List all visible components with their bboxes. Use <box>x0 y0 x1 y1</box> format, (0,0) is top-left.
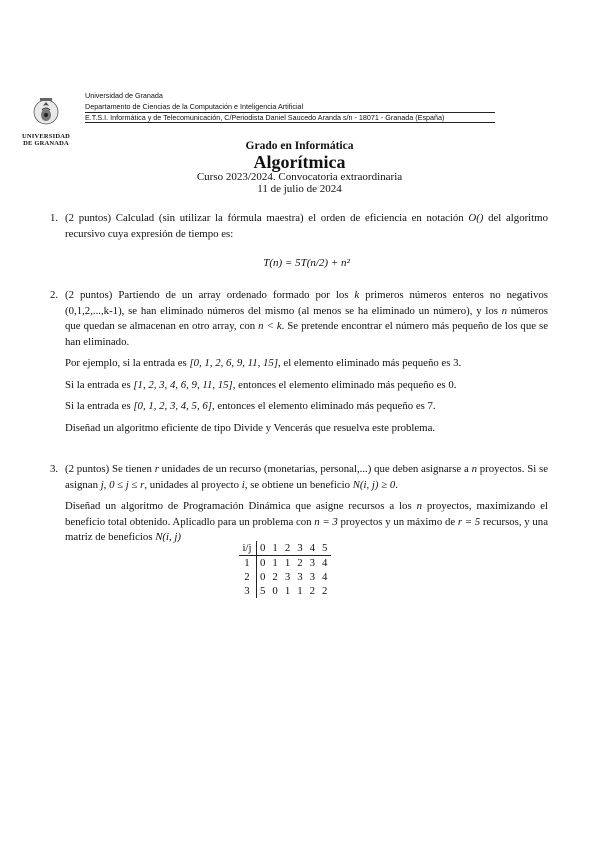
row-header: 2 <box>239 570 256 584</box>
column-header: 1 <box>269 541 281 556</box>
statement-text: Diseñad un algoritmo de Programación Dinámica que asigne recursos a los <box>65 500 417 512</box>
math-condition: n = 3 <box>314 515 338 528</box>
letterhead <box>85 91 495 124</box>
exam-title-block <box>0 140 599 195</box>
table-cell: 0 <box>260 571 266 583</box>
logo-text-line2: DE GRANADA <box>23 140 69 147</box>
header-divider-bottom <box>85 122 495 123</box>
problem-2 <box>50 288 548 442</box>
math-notation: O() <box>468 212 484 224</box>
math-variable: n <box>471 463 477 475</box>
column-header: 2 <box>281 541 293 556</box>
logo-text-line1: UNIVERSIDAD <box>21 133 71 140</box>
statement-text: (2 puntos) Partiendo de un array ordenado formado por los <box>65 289 355 301</box>
example-text: Por ejemplo, si la entrada es <box>65 357 190 369</box>
statement-text: del algoritmo recursivo cuya expresión de tiempo es: <box>65 212 548 240</box>
example-text: Si la entrada es <box>65 400 134 412</box>
university-name: Universidad de Granada <box>85 91 163 100</box>
row-header: 1 <box>239 556 256 571</box>
recurrence-equation: T(n) = 5T(n/2) + n² <box>263 257 350 269</box>
table-corner-cell: i/j <box>239 541 256 556</box>
problem-1 <box>50 211 548 272</box>
statement-text: proyectos y un máximo de <box>337 515 458 528</box>
example-array: [0, 1, 2, 6, 9, 11, 15] <box>189 357 279 369</box>
table-cell: 2 <box>297 557 303 569</box>
math-variable: r <box>154 463 159 475</box>
statement-text: números que quedan se almacenan en otro array, con <box>65 304 548 332</box>
example-text: Si la entrada es <box>65 378 134 391</box>
example-2 <box>65 378 548 394</box>
school-address: E.T.S.I. Informática y de Telecomunicación, C/Periodista Daniel Saucedo Aranda s/n - 18071 - Granada (España) <box>85 113 445 122</box>
table-cell: 3 <box>284 571 291 583</box>
row-header: 3 <box>239 584 256 598</box>
problem-statement <box>65 462 548 493</box>
problem-statement <box>65 288 548 350</box>
problem-statement <box>65 211 548 242</box>
table-cell: 0 <box>260 557 266 569</box>
table-row <box>239 556 331 571</box>
statement-text: primeros números enteros no negativos (0,1,2,...,k-1), se han eliminado números del mismo (al menos se ha eliminado un número), y los <box>65 289 548 317</box>
exam-date: 11 de julio de 2024 <box>257 183 342 195</box>
example-array: [0, 1, 2, 3, 4, 5, 6] <box>133 400 212 412</box>
benefit-matrix-table <box>239 541 331 598</box>
example-text: , el elemento eliminado más pequeño es 3. <box>278 357 462 369</box>
statement-text: proyectos, maximizando el beneficio total obtenido. Aplicadlo para un problema con <box>65 500 548 528</box>
statement-text: recursos, y una matriz de beneficios <box>65 515 548 543</box>
table-cell: 2 <box>309 585 316 597</box>
table-cell: 0 <box>272 585 278 597</box>
example-text: , entonces el elemento eliminado más pequeño es 0. <box>232 378 457 391</box>
task-statement: Diseñad un algoritmo eficiente de tipo Divide y Vencerás que resuelva este problema. <box>65 421 436 434</box>
statement-text: proyectos. Si se asignan <box>65 463 548 491</box>
table-cell: 2 <box>322 585 328 597</box>
math-condition: N(i, j) ≥ 0 <box>352 478 396 491</box>
column-header: 4 <box>306 541 318 556</box>
table-cell: 3 <box>297 571 303 583</box>
statement-text: , unidades al proyecto <box>144 478 242 491</box>
statement-text: (2 puntos) Se tienen <box>65 463 155 475</box>
math-condition: r = 5 <box>457 515 481 528</box>
column-header: 3 <box>294 541 306 556</box>
problem-number: 2. <box>50 289 59 301</box>
course-line: Curso 2023/2024. Convocatoria extraordinaria <box>196 171 403 183</box>
math-variable: n <box>501 304 508 317</box>
department-name: Departamento de Ciencias de la Computación e Inteligencia Artificial <box>85 101 304 111</box>
math-condition: j, 0 ≤ j ≤ r <box>100 478 145 491</box>
math-variable: N(i, j) <box>155 531 182 543</box>
example-1 <box>65 356 548 372</box>
table-row <box>239 570 331 584</box>
problem-number: 1. <box>50 212 59 224</box>
table-cell: 4 <box>322 571 328 583</box>
table-header-row <box>239 541 331 556</box>
table-cell: 1 <box>284 557 291 569</box>
statement-text: (2 puntos) Calculad (sin utilizar la fórmula maestra) el orden de eficiencia en notación <box>65 212 469 224</box>
table-cell: 1 <box>272 557 278 569</box>
column-header: 0 <box>256 541 269 556</box>
example-array: [1, 2, 3, 4, 6, 9, 11, 15] <box>133 378 233 391</box>
table-cell: 1 <box>297 585 303 597</box>
example-3 <box>65 399 548 415</box>
problem-3 <box>50 462 548 552</box>
degree-title: Grado en Informática <box>245 140 354 152</box>
subject-title: Algorítmica <box>253 152 346 172</box>
column-header: 5 <box>319 541 331 556</box>
granada-crest-icon <box>31 96 61 130</box>
problem-number: 3. <box>50 463 59 475</box>
task-statement <box>65 499 548 546</box>
table-cell: 1 <box>284 585 291 597</box>
table-cell: 3 <box>309 557 316 569</box>
statement-text: unidades de un recurso (monetarias, personal,...) que deben asignarse a <box>158 463 472 475</box>
example-text: , entonces el elemento eliminado más pequeño es 7. <box>211 400 436 412</box>
table-cell: 2 <box>272 571 278 583</box>
math-variable: n <box>416 500 422 512</box>
math-condition: n < k <box>258 320 282 332</box>
table-row <box>239 584 331 598</box>
table-cell: 4 <box>322 557 328 569</box>
statement-text: . Se pretende encontrar el número más pequeño de los que se han eliminado. <box>65 320 549 348</box>
statement-text: . <box>395 478 398 491</box>
statement-text: , se obtiene un beneficio <box>244 478 353 491</box>
table-cell: 5 <box>260 585 266 597</box>
table-cell: 3 <box>309 571 316 583</box>
math-variable: k <box>354 289 360 301</box>
math-variable: i <box>241 478 245 491</box>
